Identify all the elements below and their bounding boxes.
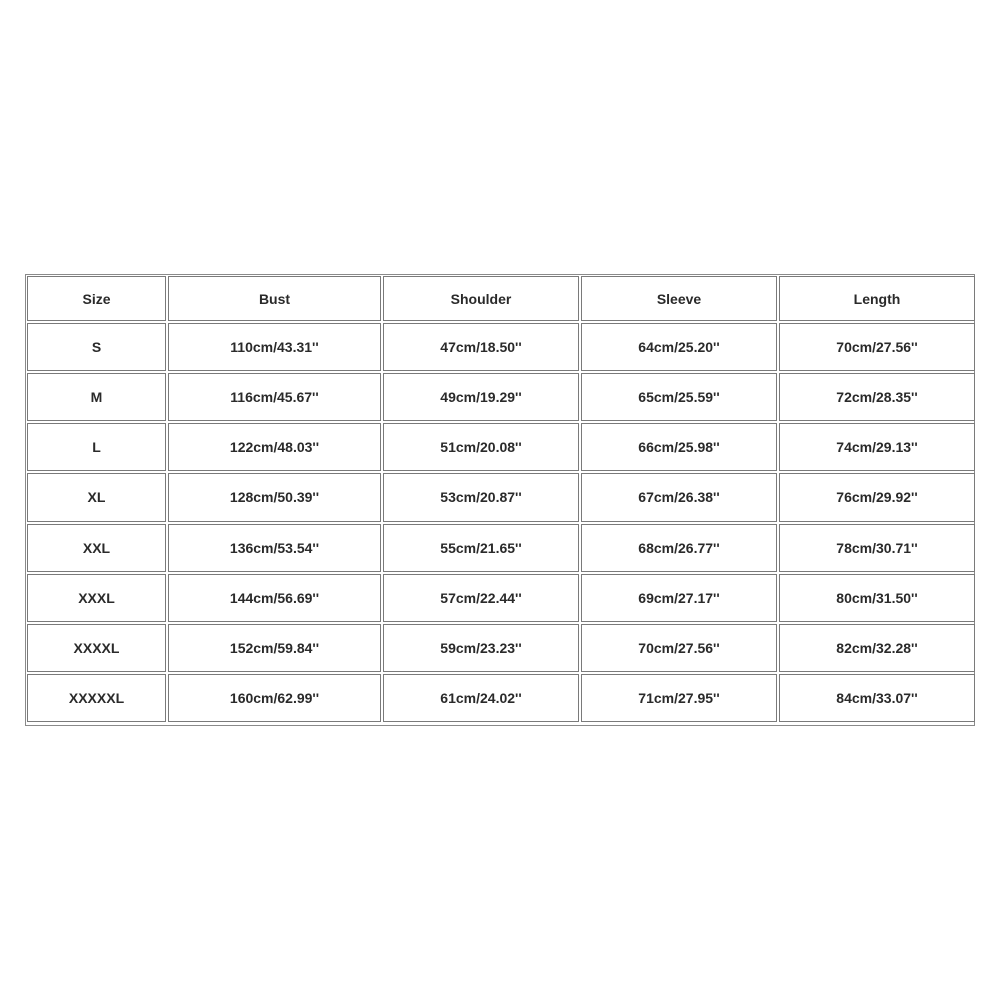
header-sleeve: Sleeve — [581, 276, 777, 321]
cell-length: 76cm/29.92'' — [779, 473, 975, 521]
cell-bust: 128cm/50.39'' — [168, 473, 381, 521]
cell-shoulder: 59cm/23.23'' — [383, 624, 579, 672]
cell-bust: 144cm/56.69'' — [168, 574, 381, 622]
table-row — [27, 473, 975, 521]
cell-sleeve: 69cm/27.17'' — [581, 574, 777, 622]
cell-bust: 160cm/62.99'' — [168, 674, 381, 722]
cell-shoulder: 61cm/24.02'' — [383, 674, 579, 722]
cell-sleeve: 68cm/26.77'' — [581, 524, 777, 572]
cell-sleeve: 64cm/25.20'' — [581, 323, 777, 371]
cell-sleeve: 65cm/25.59'' — [581, 373, 777, 421]
header-length: Length — [779, 276, 975, 321]
cell-size: XXXXL — [27, 624, 166, 672]
table-row — [27, 524, 975, 572]
cell-shoulder: 57cm/22.44'' — [383, 574, 579, 622]
cell-length: 72cm/28.35'' — [779, 373, 975, 421]
size-chart-table — [25, 274, 975, 726]
cell-sleeve: 70cm/27.56'' — [581, 624, 777, 672]
cell-shoulder: 51cm/20.08'' — [383, 423, 579, 471]
cell-size: XXXL — [27, 574, 166, 622]
table-row — [27, 423, 975, 471]
cell-length: 70cm/27.56'' — [779, 323, 975, 371]
cell-bust: 110cm/43.31'' — [168, 323, 381, 371]
table-body — [27, 323, 975, 722]
cell-size: XXL — [27, 524, 166, 572]
cell-size: XXXXXL — [27, 674, 166, 722]
cell-shoulder: 49cm/19.29'' — [383, 373, 579, 421]
header-bust: Bust — [168, 276, 381, 321]
table-row — [27, 323, 975, 371]
cell-size: XL — [27, 473, 166, 521]
cell-length: 84cm/33.07'' — [779, 674, 975, 722]
cell-length: 74cm/29.13'' — [779, 423, 975, 471]
cell-length: 82cm/32.28'' — [779, 624, 975, 672]
cell-sleeve: 71cm/27.95'' — [581, 674, 777, 722]
header-row — [27, 276, 975, 321]
table-row — [27, 574, 975, 622]
cell-bust: 136cm/53.54'' — [168, 524, 381, 572]
cell-shoulder: 55cm/21.65'' — [383, 524, 579, 572]
cell-bust: 122cm/48.03'' — [168, 423, 381, 471]
size-table — [25, 274, 977, 724]
cell-shoulder: 53cm/20.87'' — [383, 473, 579, 521]
cell-size: S — [27, 323, 166, 371]
cell-bust: 152cm/59.84'' — [168, 624, 381, 672]
cell-shoulder: 47cm/18.50'' — [383, 323, 579, 371]
table-header — [27, 276, 975, 321]
table-row — [27, 624, 975, 672]
cell-size: L — [27, 423, 166, 471]
table-row — [27, 373, 975, 421]
cell-size: M — [27, 373, 166, 421]
cell-length: 78cm/30.71'' — [779, 524, 975, 572]
header-size: Size — [27, 276, 166, 321]
cell-sleeve: 66cm/25.98'' — [581, 423, 777, 471]
cell-length: 80cm/31.50'' — [779, 574, 975, 622]
table-row — [27, 674, 975, 722]
cell-sleeve: 67cm/26.38'' — [581, 473, 777, 521]
cell-bust: 116cm/45.67'' — [168, 373, 381, 421]
header-shoulder: Shoulder — [383, 276, 579, 321]
